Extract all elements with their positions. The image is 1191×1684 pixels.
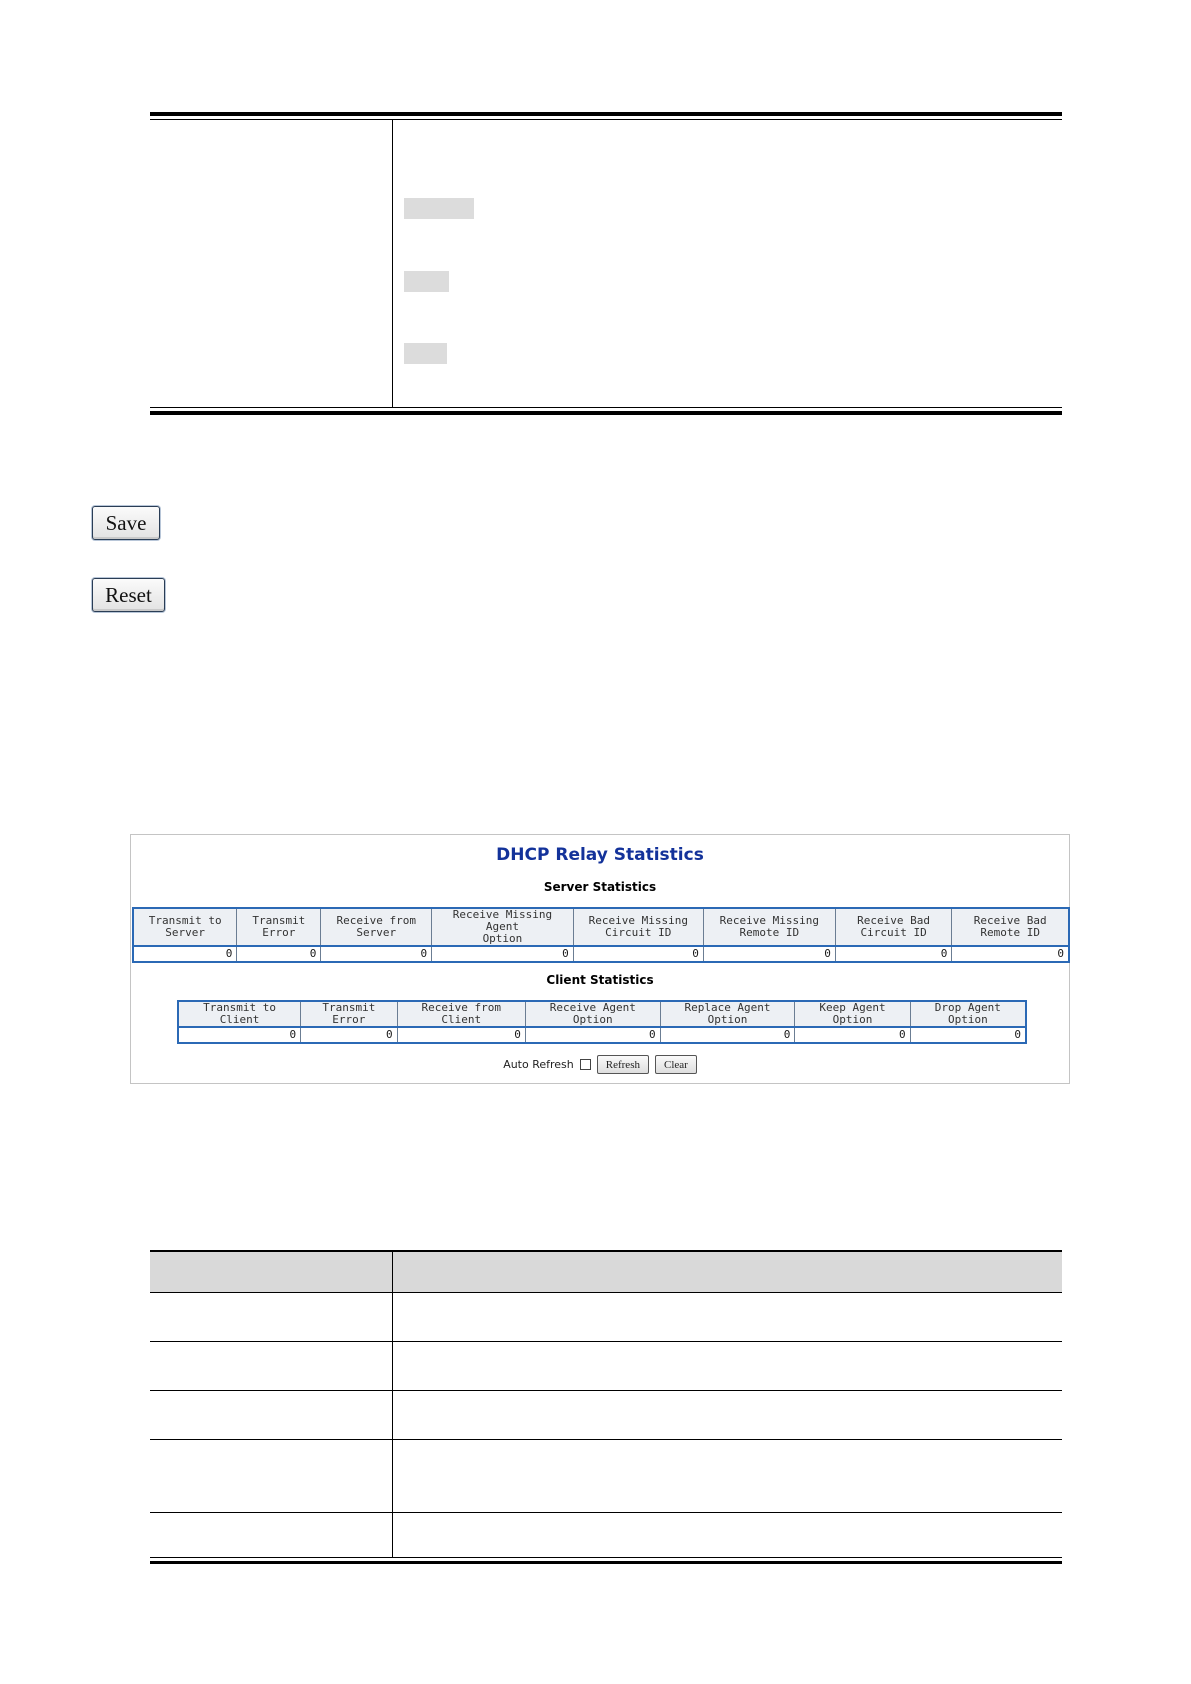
table-cell: 0 bbox=[178, 1027, 301, 1043]
column-header: Receive Bad Circuit ID bbox=[835, 908, 952, 946]
table-bottom-rule bbox=[150, 411, 1062, 415]
row-divider bbox=[150, 1390, 1062, 1391]
row-divider bbox=[150, 1512, 1062, 1513]
column-header: Keep Agent Option bbox=[795, 1001, 910, 1027]
table-cell: 0 bbox=[795, 1027, 910, 1043]
table-bottom-rule-thin bbox=[150, 1557, 1062, 1558]
table-cell: 0 bbox=[703, 946, 835, 962]
table-cell: 0 bbox=[133, 946, 237, 962]
table-cell: 0 bbox=[301, 1027, 397, 1043]
table-column-divider bbox=[392, 1250, 393, 1557]
column-header: Receive from Server bbox=[321, 908, 432, 946]
table-cell: 0 bbox=[525, 1027, 660, 1043]
table-row bbox=[178, 1027, 1026, 1043]
table-cell: 0 bbox=[397, 1027, 525, 1043]
table-cell: 0 bbox=[835, 946, 952, 962]
client-statistics-heading: Client Statistics bbox=[546, 973, 654, 987]
highlight-chip bbox=[404, 271, 449, 292]
column-header: Receive Bad Remote ID bbox=[952, 908, 1069, 946]
table-header-row bbox=[150, 1250, 1062, 1292]
column-header: Receive Agent Option bbox=[525, 1001, 660, 1027]
table-row bbox=[133, 946, 1069, 962]
server-statistics-table bbox=[132, 907, 1070, 963]
table-cell: 0 bbox=[237, 946, 321, 962]
column-header: Receive Missing Agent Option bbox=[432, 908, 574, 946]
column-header: Receive Missing Remote ID bbox=[703, 908, 835, 946]
column-header: Drop Agent Option bbox=[910, 1001, 1026, 1027]
table-bottom-rule bbox=[150, 1561, 1062, 1564]
column-header: Receive Missing Circuit ID bbox=[573, 908, 703, 946]
clear-button[interactable]: Clear bbox=[655, 1055, 697, 1074]
refresh-controls bbox=[131, 1055, 1069, 1074]
table-cell: 0 bbox=[432, 946, 574, 962]
row-divider bbox=[150, 1439, 1062, 1440]
table-column-divider bbox=[392, 120, 393, 407]
table-bottom-rule-thin bbox=[150, 407, 1062, 408]
row-divider bbox=[150, 1292, 1062, 1293]
highlight-chip bbox=[404, 198, 474, 219]
column-header: Transmit to Client bbox=[178, 1001, 301, 1027]
column-header: Receive from Client bbox=[397, 1001, 525, 1027]
table-top-rule-thin bbox=[150, 119, 1062, 120]
table-cell: 0 bbox=[910, 1027, 1026, 1043]
bottom-parameter-table bbox=[150, 1250, 1062, 1566]
dhcp-relay-statistics-panel bbox=[130, 834, 1070, 1084]
column-header: Transmit Error bbox=[301, 1001, 397, 1027]
top-parameter-table bbox=[150, 112, 1062, 414]
column-header: Transmit to Server bbox=[133, 908, 237, 946]
save-button[interactable]: Save bbox=[92, 506, 160, 540]
table-cell: 0 bbox=[660, 1027, 795, 1043]
column-header: Transmit Error bbox=[237, 908, 321, 946]
auto-refresh-checkbox[interactable] bbox=[580, 1059, 591, 1070]
table-cell: 0 bbox=[573, 946, 703, 962]
refresh-button[interactable]: Refresh bbox=[597, 1055, 649, 1074]
row-divider bbox=[150, 1341, 1062, 1342]
highlight-chip bbox=[404, 343, 447, 364]
column-header: Replace Agent Option bbox=[660, 1001, 795, 1027]
table-cell: 0 bbox=[321, 946, 432, 962]
panel-title: DHCP Relay Statistics bbox=[496, 845, 704, 865]
client-statistics-table bbox=[177, 1000, 1027, 1044]
table-cell: 0 bbox=[952, 946, 1069, 962]
table-top-rule bbox=[150, 112, 1062, 116]
auto-refresh-label: Auto Refresh bbox=[503, 1058, 574, 1071]
reset-button[interactable]: Reset bbox=[92, 578, 165, 612]
server-statistics-heading: Server Statistics bbox=[543, 880, 657, 894]
